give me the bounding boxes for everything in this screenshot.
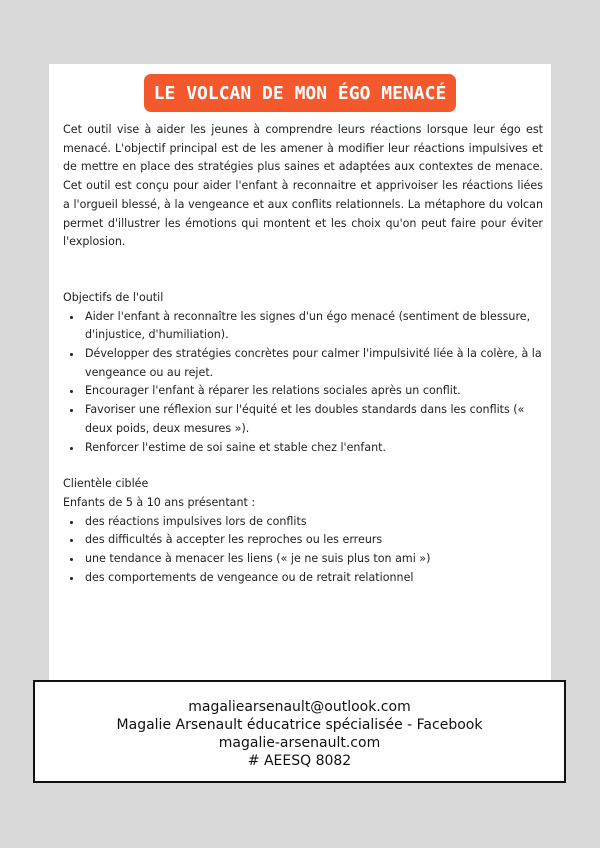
clientele-heading: Clientèle ciblée	[63, 477, 149, 491]
intro-paragraph: Cet outil vise à aider les jeunes à comprendre leurs réactions lorsque leur égo est menacé. L'objectif principal est de les amener à modifier leur réactions impulsives et de mettre en place des stratégies plus saines et adaptées aux contextes de menace. Cet outil est conçu pour aider l'enfant à reconnaitre et apprivoiser les réactions liées a l'orgueil blessé, à la vengeance et aux conflits relationnels. La métaphore du volcan permet d'illustrer les émotions qui montent et les choix qu'on peut faire pour éviter l'explosion.	[63, 123, 543, 249]
objectives-section	[63, 289, 543, 457]
contact-website[interactable]: magalie-arsenault.com	[218, 735, 381, 751]
contact-facebook[interactable]: Magalie Arsenault éducatrice spécialisée - Facebook	[116, 717, 483, 733]
clientele-subheading: Enfants de 5 à 10 ans présentant :	[63, 495, 256, 509]
list-item: • des difficultés à accepter les reproches ou les erreurs	[83, 531, 543, 550]
document-body	[63, 121, 543, 587]
list-item: • Favoriser une réflexion sur l'équité et les doubles standards dans les conflits (« deux poids, deux mesures »).	[83, 401, 543, 438]
objectives-list	[63, 308, 543, 458]
objectives-heading: Objectifs de l'outil	[63, 290, 164, 304]
list-item: • Développer des stratégies concrètes pour calmer l'impulsivité liée à la colère, à la vengeance ou au rejet.	[83, 345, 543, 382]
list-item: • une tendance à menacer les liens (« je ne suis plus ton ami »)	[83, 550, 543, 569]
contact-email[interactable]: magaliearsenault@outlook.com	[188, 699, 411, 715]
list-item: • des réactions impulsives lors de conflits	[83, 513, 543, 532]
clientele-section	[63, 475, 543, 587]
list-item: • Encourager l'enfant à réparer les relations sociales après un conflit.	[83, 382, 543, 401]
list-item: • des comportements de vengeance ou de retrait relationnel	[83, 569, 543, 588]
contact-footer	[33, 680, 566, 783]
page-title: LE VOLCAN DE MON ÉGO MENACÉ	[144, 74, 457, 112]
title-banner	[49, 74, 551, 112]
clientele-list	[63, 513, 543, 588]
list-item: • Renforcer l'estime de soi saine et stable chez l'enfant.	[83, 439, 543, 458]
list-item: • Aider l'enfant à reconnaître les signes d'un égo menacé (sentiment de blessure, d'injustice, d'humiliation).	[83, 308, 543, 345]
aeesq-number: # AEESQ 8082	[247, 753, 352, 769]
document-page	[49, 64, 551, 684]
